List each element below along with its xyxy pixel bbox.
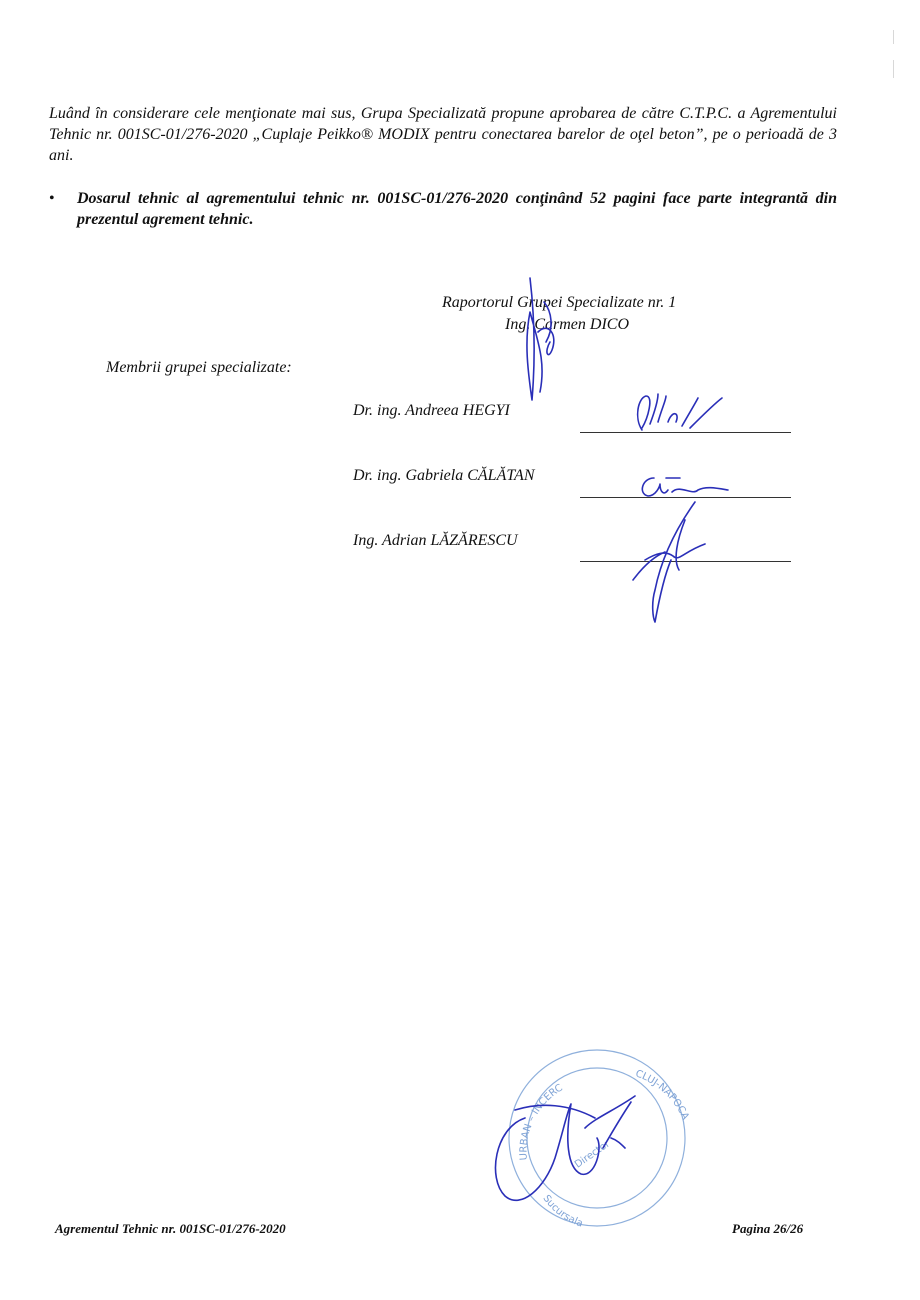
- stamp-text-right: CLUJ-NAPOCA: [633, 1068, 691, 1122]
- official-stamp: [485, 1048, 700, 1230]
- member-name-2: Dr. ing. Gabriela CĂLĂTAN: [353, 467, 535, 484]
- rapporteur-name: Ing. Carmen DICO: [505, 316, 629, 333]
- scan-mark: [893, 60, 894, 78]
- footer-page-number: Pagina 26/26: [732, 1221, 804, 1236]
- rapporteur-signature: [500, 272, 590, 407]
- stamp-text-top: URBAN – INCERC: [518, 1082, 565, 1161]
- bullet-item: [49, 188, 837, 230]
- member-signature-1: [628, 388, 738, 438]
- scan-mark: [893, 30, 894, 44]
- rapporteur-title: Raportorul Grupei Specializate nr. 1: [442, 294, 677, 311]
- stamp-text-center: Director: [572, 1138, 613, 1171]
- member-signature-3: [625, 500, 725, 625]
- member-signature-2: [636, 470, 736, 502]
- conclusion-paragraph: Luând în considerare cele menţionate mai sus, Grupa Specializată propune aprobarea de către C.T.P.C. a Agrementului Tehnic nr. 001SC-01/276-2020 „Cuplaje Peikko® MODIX pentru conectarea barelor de oţel beton”, pe o perioadă de 3 ani.: [49, 105, 837, 164]
- member-name-1: Dr. ing. Andreea HEGYI: [353, 402, 510, 419]
- members-label: Membrii grupei specializate:: [106, 359, 292, 376]
- bullet-dot: •: [49, 190, 55, 207]
- bullet-text: Dosarul tehnic al agrementului tehnic nr. 001SC-01/276-2020 conţinând 52 pagini face parte integrantă din prezentul agrement tehnic.: [77, 190, 837, 228]
- member-name-3: Ing. Adrian LĂZĂRESCU: [353, 532, 518, 549]
- stamp-text-bottom: Sucursala: [540, 1193, 585, 1230]
- footer-document-id: Agrementul Tehnic nr. 001SC-01/276-2020: [55, 1221, 286, 1236]
